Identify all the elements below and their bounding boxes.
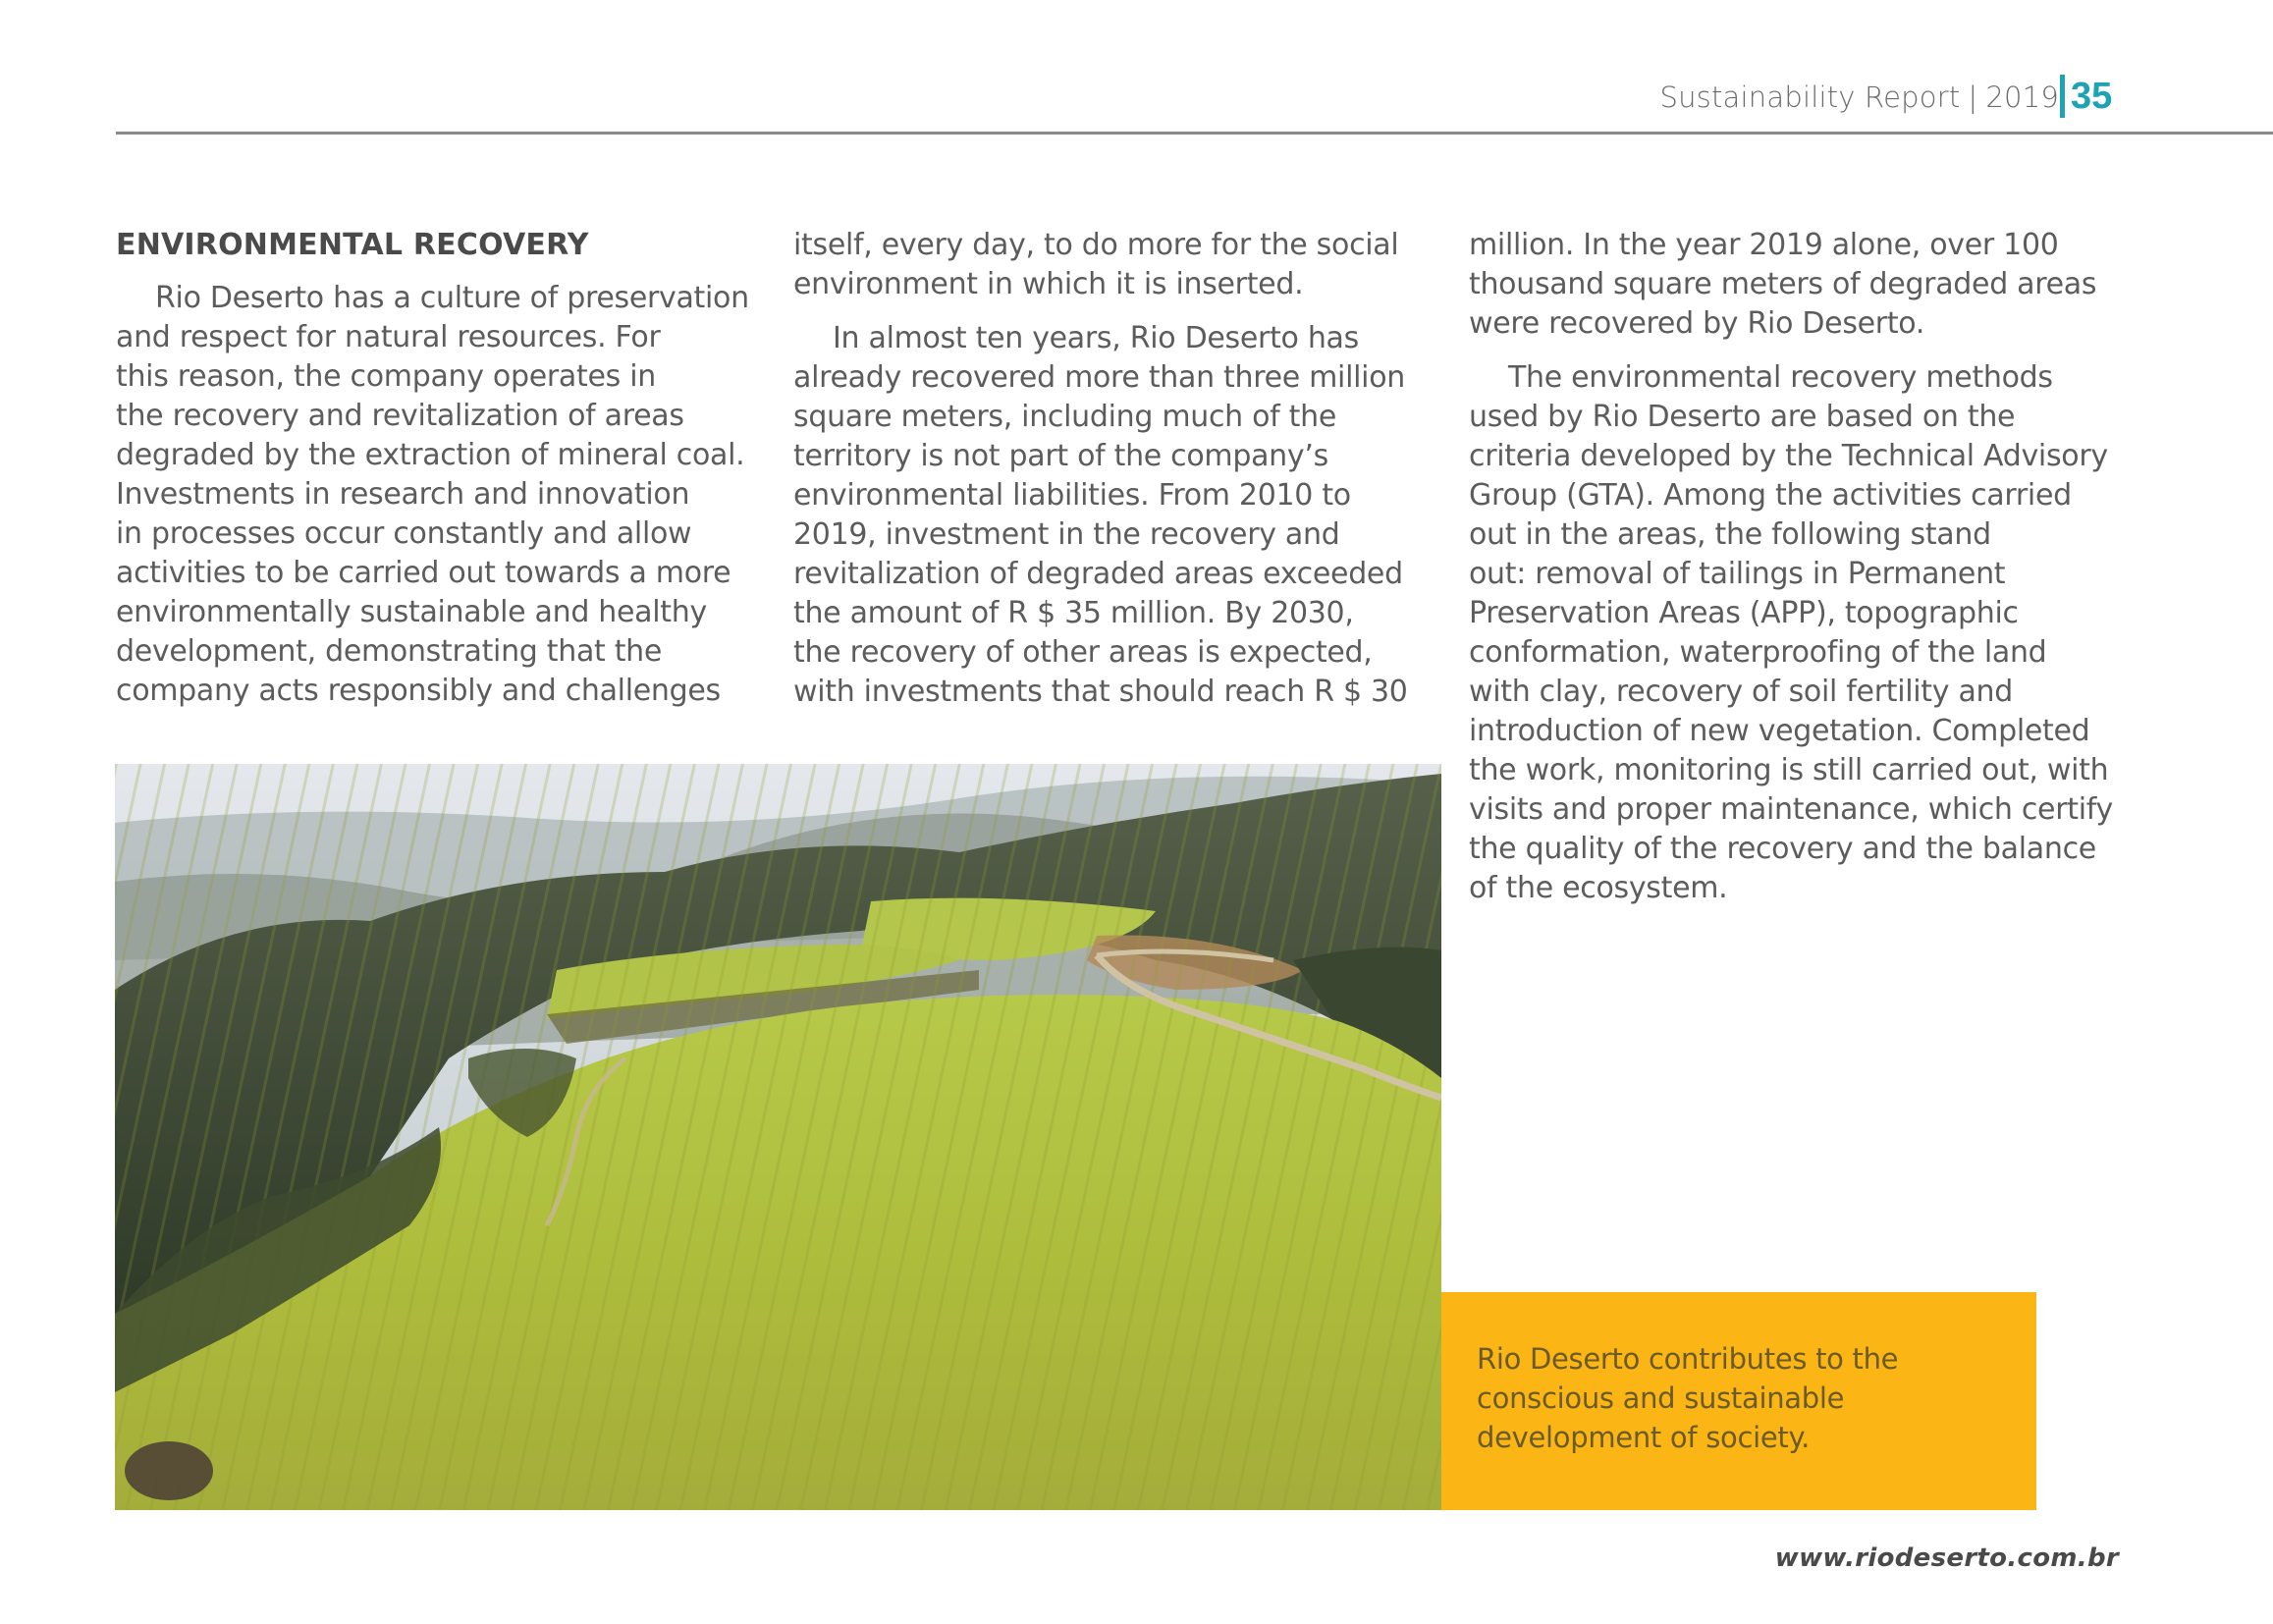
text-line: degraded by the extraction of mineral coal. — [116, 438, 745, 472]
text-line: itself, every day, to do more for the social — [793, 228, 1399, 262]
landscape-photo-icon — [115, 764, 1441, 1510]
text-line: visits and proper maintenance, which certify — [1469, 792, 2113, 827]
paragraph — [116, 279, 764, 711]
text-line: company acts responsibly and challenges — [116, 674, 721, 708]
landscape-photo — [115, 764, 1441, 1510]
text-line: and respect for natural resources. For — [116, 320, 661, 354]
text-line: The environmental recovery methods — [1508, 360, 2053, 395]
callout-line: development of society. — [1477, 1421, 1811, 1454]
text-line: of the ecosystem. — [1469, 871, 1728, 905]
text-line: environmentally sustainable and healthy — [116, 595, 707, 629]
page-number-bar — [2060, 75, 2065, 118]
text-line: Rio Deserto has a culture of preservation — [155, 281, 749, 315]
callout-line: Rio Deserto contributes to the — [1477, 1342, 1899, 1376]
callout-text — [1477, 1339, 1987, 1457]
text-column-1 — [116, 226, 764, 711]
report-year: 2019 — [1985, 81, 2059, 114]
text-line: environmental liabilities. From 2010 to — [793, 478, 1351, 513]
paragraph — [1469, 358, 2117, 908]
text-line: the work, monitoring is still carried out, with — [1469, 753, 2109, 787]
text-line: in processes occur constantly and allow — [116, 516, 692, 551]
text-column-2 — [793, 226, 1422, 712]
text-line: with clay, recovery of soil fertility and — [1469, 675, 2013, 709]
text-line: thousand square meters of degraded areas — [1469, 267, 2097, 301]
text-line: with investments that should reach R $ 30 — [793, 675, 1408, 709]
text-line: this reason, the company operates in — [116, 359, 656, 394]
text-line: out: removal of tailings in Permanent — [1469, 557, 2006, 591]
text-line: were recovered by Rio Deserto. — [1469, 306, 1925, 341]
text-line: environment in which it is inserted. — [793, 267, 1304, 301]
text-line: territory is not part of the company’s — [793, 439, 1328, 473]
text-line: Investments in research and innovation — [116, 477, 690, 512]
text-line: square meters, including much of the — [793, 400, 1337, 434]
text-column-3 — [1469, 226, 2117, 908]
text-line: introduction of new vegetation. Completed — [1469, 714, 2090, 748]
paragraph-gap — [793, 304, 1422, 319]
text-line: Preservation Areas (APP), topographic — [1469, 596, 2019, 630]
header-separator: | — [1968, 81, 1978, 114]
text-line: In almost ten years, Rio Deserto has — [833, 321, 1359, 355]
callout-box — [1441, 1292, 2036, 1510]
text-line: out in the areas, the following stand — [1469, 517, 1991, 552]
text-line: conformation, waterproofing of the land — [1469, 635, 2047, 670]
text-line: the recovery and revitalization of areas — [116, 399, 684, 433]
text-line: 2019, investment in the recovery and — [793, 517, 1340, 552]
text-line: already recovered more than three million — [793, 360, 1405, 395]
text-line: activities to be carried out towards a more — [116, 556, 731, 590]
text-line: revitalization of degraded areas exceeded — [793, 557, 1403, 591]
page-number-value: 35 — [2071, 75, 2113, 117]
paragraph — [1469, 226, 2117, 344]
text-line: the recovery of other areas is expected, — [793, 635, 1373, 670]
paragraph-gap — [1469, 344, 2117, 358]
website-link[interactable]: www.riodeserto.com.br — [1774, 1543, 2119, 1573]
section-heading: ENVIRONMENTAL RECOVERY — [116, 228, 589, 262]
callout-line: conscious and sustainable — [1477, 1381, 1845, 1415]
text-line: the quality of the recovery and the balance — [1469, 832, 2096, 866]
text-line: used by Rio Deserto are based on the — [1469, 400, 2016, 434]
paragraph — [793, 226, 1422, 304]
text-line: million. In the year 2019 alone, over 100 — [1469, 228, 2059, 262]
text-line: the amount of R $ 35 million. By 2030, — [793, 596, 1354, 630]
text-line: criteria developed by the Technical Advisory — [1469, 439, 2108, 473]
header-divider — [116, 132, 2273, 135]
text-line: Group (GTA). Among the activities carried — [1469, 478, 2072, 513]
report-title: Sustainability Report — [1659, 81, 1961, 114]
running-header — [1659, 81, 2059, 114]
text-line: development, demonstrating that the — [116, 634, 663, 669]
page-number — [2060, 75, 2112, 118]
paragraph — [793, 319, 1422, 712]
